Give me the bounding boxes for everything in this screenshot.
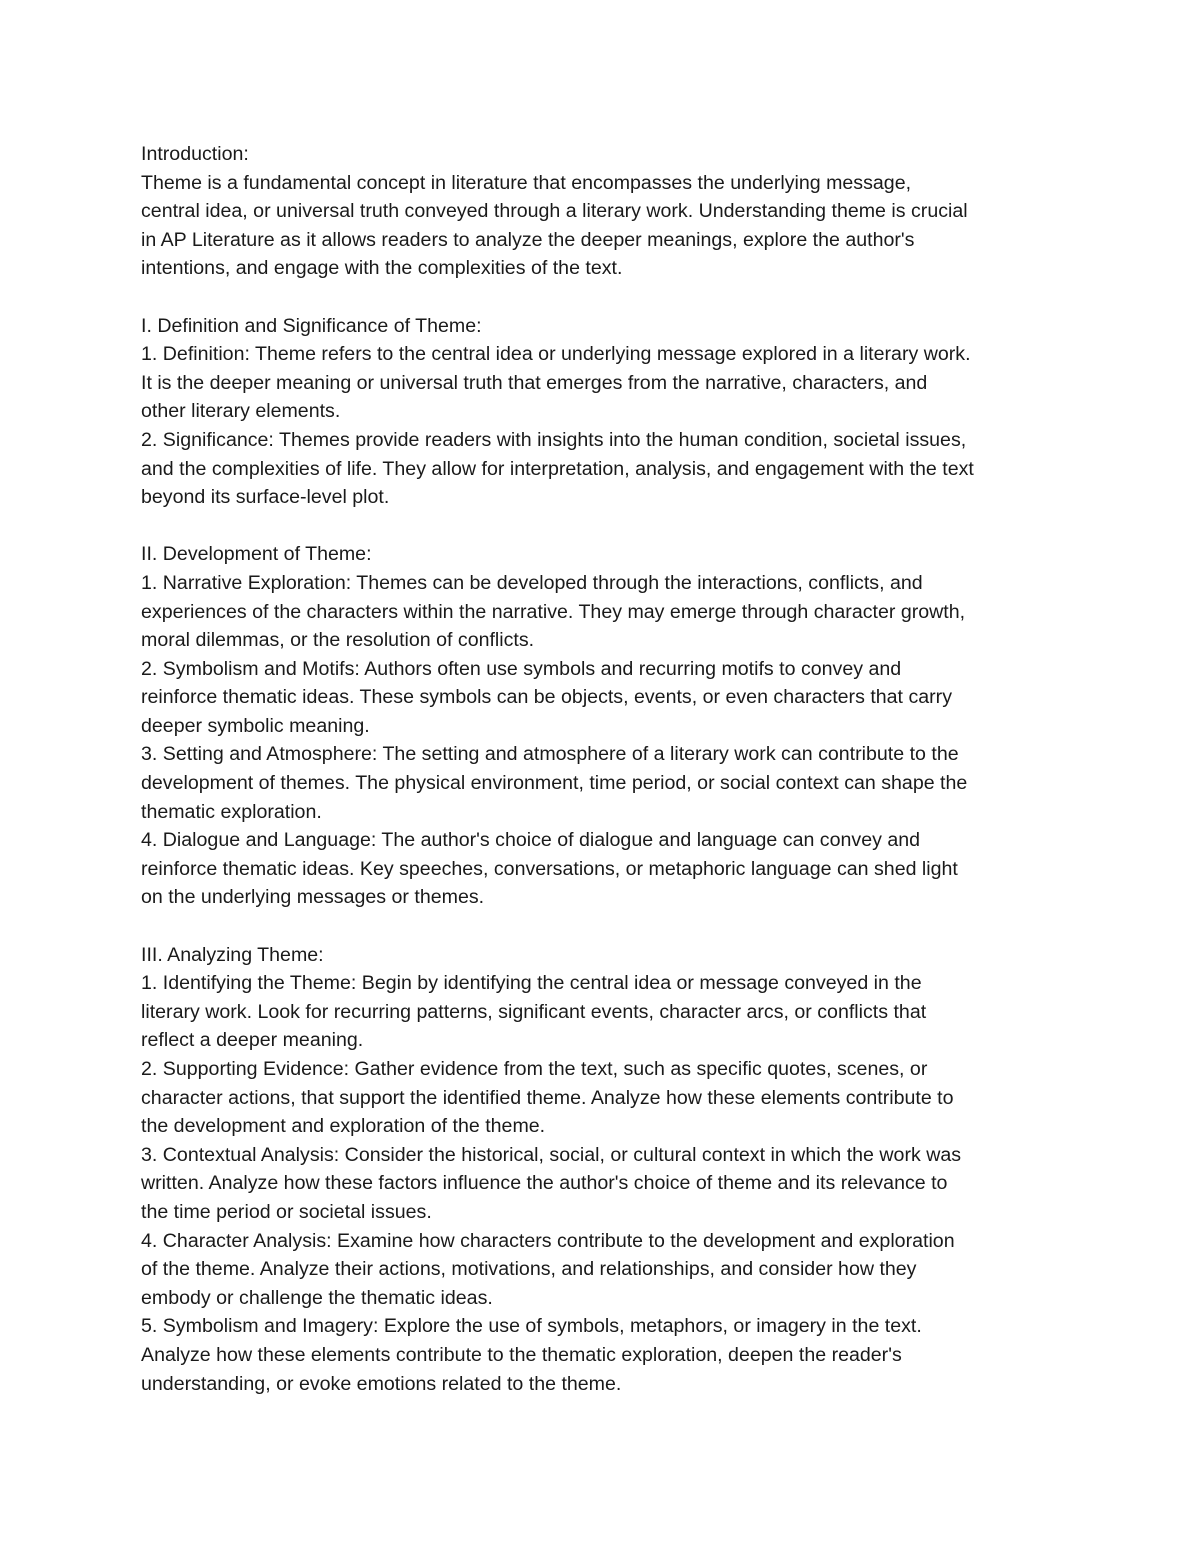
paragraph-line: experiences of the characters within the narrative. They may emerge through character growth,: [141, 600, 966, 623]
paragraph-line: thematic exploration.: [141, 800, 322, 823]
paragraph-line: 2. Supporting Evidence: Gather evidence from the text, such as specific quotes, scenes, or: [141, 1058, 928, 1080]
document-body: [141, 140, 1066, 1427]
paragraph-line: written. Analyze how these factors influence the author's choice of theme and its relevance to: [141, 1172, 948, 1195]
paragraph-line: 2. Symbolism and Motifs: Authors often use symbols and recurring motifs to convey and: [141, 657, 902, 680]
paragraph-line: 3. Setting and Atmosphere: The setting and atmosphere of a literary work can contribute to the: [141, 743, 959, 766]
section-heading: II. Development of Theme:: [141, 543, 372, 566]
paragraph-line: character actions, that support the identified theme. Analyze how these elements contribute to: [141, 1086, 954, 1109]
section-heading: I. Definition and Significance of Theme:: [141, 314, 482, 337]
paragraph-line: beyond its surface-level plot.: [141, 486, 390, 509]
paragraph-line: the development and exploration of the theme.: [141, 1115, 546, 1138]
paragraph-line: 5. Symbolism and Imagery: Explore the use of symbols, metaphors, or imagery in the text.: [141, 1315, 922, 1338]
paragraph-line: embody or challenge the thematic ideas.: [141, 1286, 493, 1309]
section-heading: Introduction:: [141, 143, 249, 165]
paragraph-line: intentions, and engage with the complexities of the text.: [141, 257, 623, 280]
paragraph-line: literary work. Look for recurring patterns, significant events, character arcs, or conflicts that: [141, 1000, 927, 1023]
paragraph-line: 1. Identifying the Theme: Begin by identifying the central idea or message conveyed in the: [141, 972, 922, 995]
paragraph-line: in AP Literature as it allows readers to analyze the deeper meanings, explore the author's: [141, 228, 915, 251]
paragraph-line: of the theme. Analyze their actions, motivations, and relationships, and consider how they: [141, 1258, 917, 1281]
paragraph-line: the time period or societal issues.: [141, 1200, 432, 1223]
paragraph-line: understanding, or evoke emotions related to the theme.: [141, 1372, 622, 1395]
analyzing-section: [141, 941, 1066, 1399]
paragraph-line: Theme is a fundamental concept in literature that encompasses the underlying message,: [141, 171, 912, 194]
paragraph-line: moral dilemmas, or the resolution of conflicts.: [141, 629, 535, 652]
paragraph-line: other literary elements.: [141, 400, 341, 423]
introduction-section: [141, 140, 1066, 283]
paragraph-line: deeper symbolic meaning.: [141, 714, 370, 737]
paragraph-line: reinforce thematic ideas. Key speeches, conversations, or metaphoric language can shed light: [141, 857, 958, 880]
paragraph-line: 2. Significance: Themes provide readers with insights into the human condition, societal issues,: [141, 428, 967, 451]
paragraph-line: reflect a deeper meaning.: [141, 1029, 364, 1052]
paragraph-line: Analyze how these elements contribute to the thematic exploration, deepen the reader's: [141, 1343, 902, 1366]
paragraph-line: 1. Definition: Theme refers to the central idea or underlying message explored in a literary work.: [141, 343, 971, 366]
section-heading: III. Analyzing Theme:: [141, 943, 324, 966]
paragraph-line: and the complexities of life. They allow for interpretation, analysis, and engagement with the text: [141, 457, 974, 480]
paragraph-line: It is the deeper meaning or universal truth that emerges from the narrative, characters, and: [141, 371, 928, 394]
paragraph-line: 4. Dialogue and Language: The author's choice of dialogue and language can convey and: [141, 829, 921, 852]
paragraph-line: development of themes. The physical environment, time period, or social context can shape the: [141, 772, 968, 795]
paragraph-line: 3. Contextual Analysis: Consider the historical, social, or cultural context in which the work was: [141, 1143, 962, 1166]
definition-section: [141, 312, 1066, 512]
paragraph-line: reinforce thematic ideas. These symbols can be objects, events, or even characters that carry: [141, 686, 952, 709]
development-section: [141, 540, 1066, 912]
paragraph-line: 1. Narrative Exploration: Themes can be developed through the interactions, conflicts, and: [141, 571, 923, 594]
paragraph-line: 4. Character Analysis: Examine how characters contribute to the development and exploration: [141, 1229, 955, 1252]
paragraph-line: on the underlying messages or themes.: [141, 886, 485, 909]
paragraph-line: central idea, or universal truth conveyed through a literary work. Understanding theme is crucial: [141, 200, 968, 223]
